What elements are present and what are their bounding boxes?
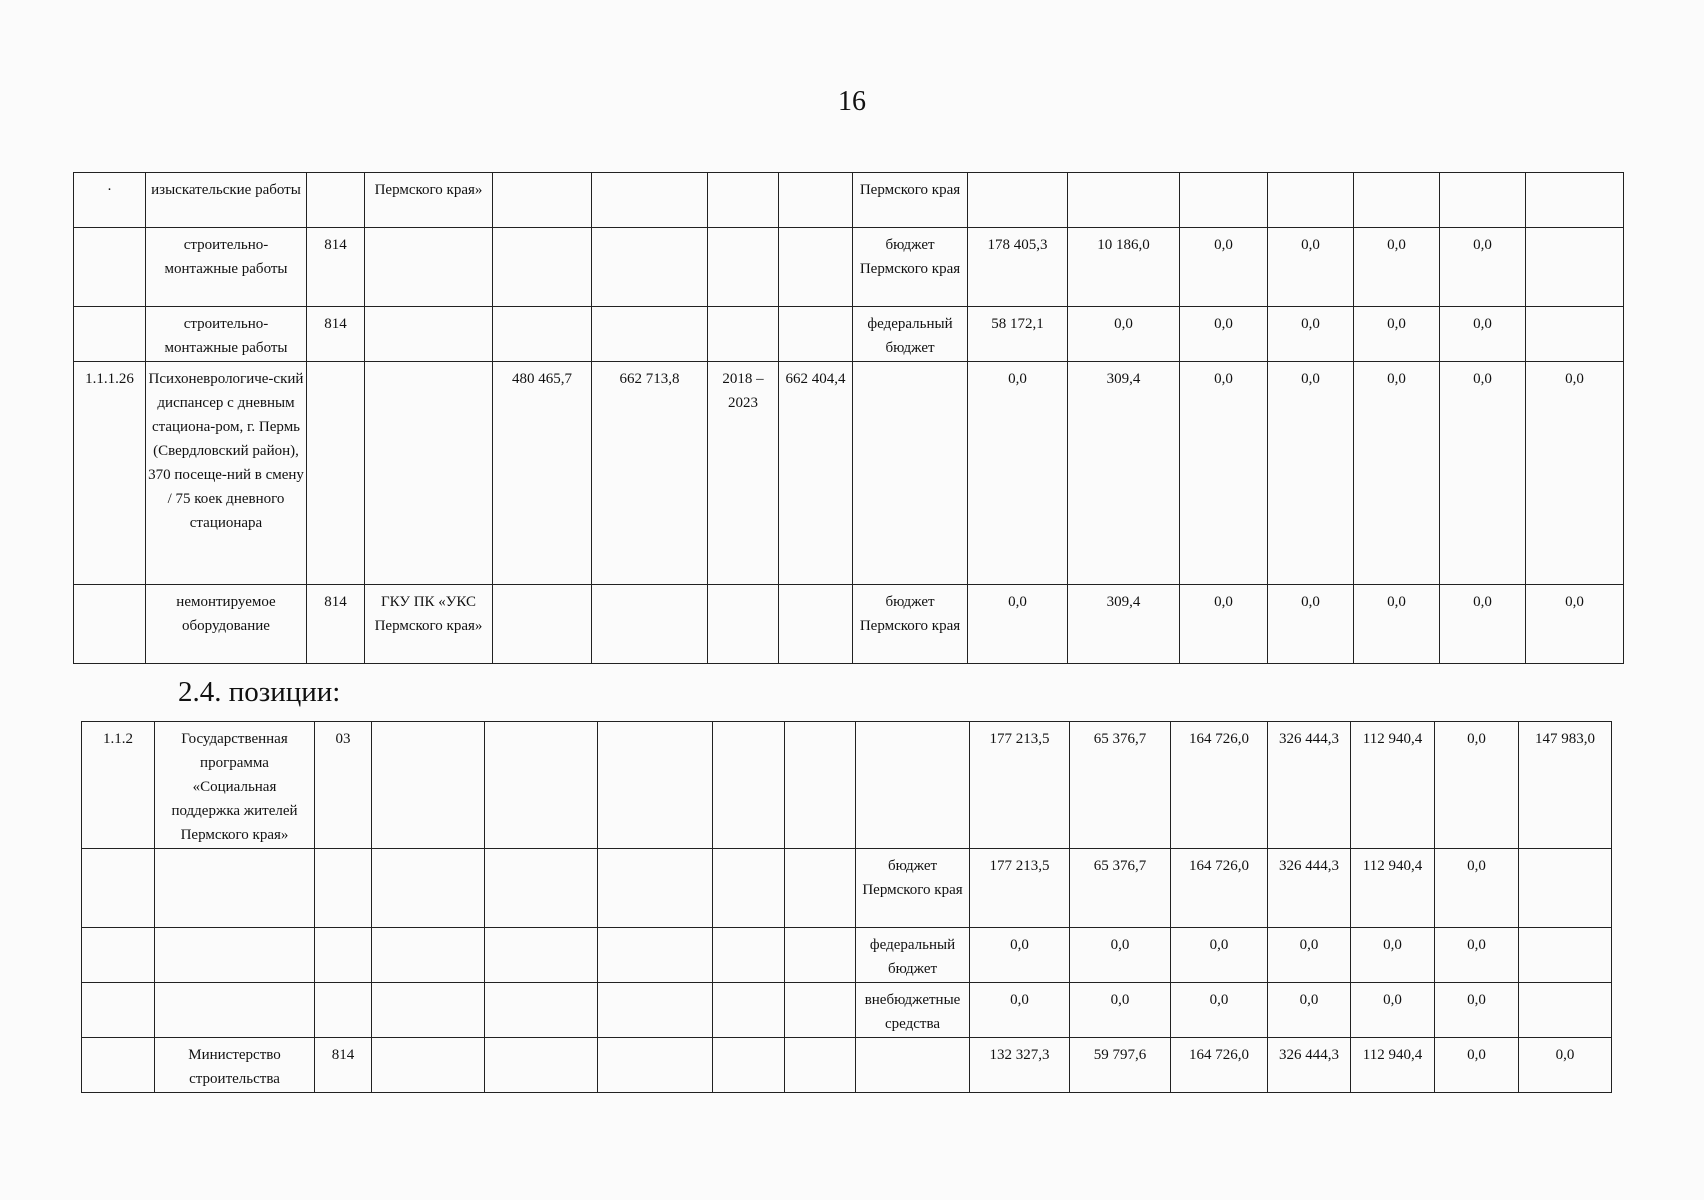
table-cell: 0,0: [1268, 362, 1354, 585]
table-cell: 147 983,0: [1519, 722, 1612, 849]
table-cell: 164 726,0: [1171, 1038, 1268, 1093]
table-cell: [713, 928, 785, 983]
table-cell: 0,0: [970, 983, 1070, 1038]
table-cell: [307, 173, 365, 228]
table-cell: 132 327,3: [970, 1038, 1070, 1093]
table-row: [74, 228, 1624, 307]
table-cell: 0,0: [1440, 307, 1526, 362]
table-cell: [307, 362, 365, 585]
table-cell: 0,0: [968, 362, 1068, 585]
table-cell: строительно-монтажные работы: [146, 228, 307, 307]
table-cell: [853, 362, 968, 585]
table-row: [82, 849, 1612, 928]
table-cell: [785, 928, 856, 983]
table-cell: 1.1.1.26: [74, 362, 146, 585]
table-cell: Пермского края: [853, 173, 968, 228]
table-cell: [968, 173, 1068, 228]
table-cell: 0,0: [1354, 362, 1440, 585]
budget-table-2: [81, 721, 1612, 1093]
table-cell: [74, 228, 146, 307]
table-cell: [779, 585, 853, 664]
table-cell: [485, 722, 598, 849]
table-cell: [779, 307, 853, 362]
table-cell: 0,0: [1268, 983, 1351, 1038]
table-cell: [315, 928, 372, 983]
table-cell: 662 404,4: [779, 362, 853, 585]
table-cell: 0,0: [1354, 585, 1440, 664]
table-cell: 0,0: [1435, 722, 1519, 849]
table-cell: 65 376,7: [1070, 849, 1171, 928]
table-cell: 0,0: [1440, 362, 1526, 585]
table-cell: [372, 928, 485, 983]
table-cell: 326 444,3: [1268, 1038, 1351, 1093]
table-cell: бюджет Пермского края: [853, 585, 968, 664]
table-cell: 0,0: [1070, 983, 1171, 1038]
table-cell: ·: [74, 173, 146, 228]
table-cell: [1068, 173, 1180, 228]
table-cell: [779, 173, 853, 228]
table-cell: 112 940,4: [1351, 1038, 1435, 1093]
table-cell: [785, 849, 856, 928]
table2-body: [82, 722, 1612, 1093]
table-cell: внебюджетные средства: [856, 983, 970, 1038]
table-cell: 309,4: [1068, 362, 1180, 585]
table-cell: бюджет Пермского края: [853, 228, 968, 307]
table-cell: Психоневрологиче-ский диспансер с дневным стациона-ром, г. Пермь (Свердловский район), 370 посеще-ний в смену / 75 коек дневного стационара: [146, 362, 307, 585]
table-cell: [365, 228, 493, 307]
table-cell: [485, 849, 598, 928]
table-cell: 0,0: [1351, 983, 1435, 1038]
table-cell: 58 172,1: [968, 307, 1068, 362]
table-cell: 177 213,5: [970, 722, 1070, 849]
table-cell: 814: [315, 1038, 372, 1093]
table-cell: 0,0: [1068, 307, 1180, 362]
table-cell: ГКУ ПК «УКС Пермского края»: [365, 585, 493, 664]
table-cell: [493, 585, 592, 664]
table-cell: бюджет Пермского края: [856, 849, 970, 928]
table-cell: 177 213,5: [970, 849, 1070, 928]
table-cell: 0,0: [968, 585, 1068, 664]
table-cell: [592, 307, 708, 362]
table-cell: [372, 1038, 485, 1093]
table-cell: 0,0: [1180, 585, 1268, 664]
table-cell: [315, 849, 372, 928]
table-cell: [372, 983, 485, 1038]
table-cell: [74, 307, 146, 362]
table-cell: [1180, 173, 1268, 228]
table-cell: 0,0: [1351, 928, 1435, 983]
table-cell: 814: [307, 307, 365, 362]
table-row: [74, 585, 1624, 664]
table1-body: [74, 173, 1624, 664]
table-cell: Пермского края»: [365, 173, 493, 228]
table-cell: [598, 1038, 713, 1093]
page-number: 16: [838, 86, 866, 117]
table-row: [74, 173, 1624, 228]
table-cell: 0,0: [1070, 928, 1171, 983]
table-cell: [856, 1038, 970, 1093]
table-cell: [1440, 173, 1526, 228]
table-cell: [713, 1038, 785, 1093]
table-cell: 0,0: [1526, 585, 1624, 664]
table-row: [82, 983, 1612, 1038]
table-cell: [315, 983, 372, 1038]
table-cell: 112 940,4: [1351, 722, 1435, 849]
table-cell: 0,0: [1268, 928, 1351, 983]
table-cell: [155, 983, 315, 1038]
table-cell: [785, 983, 856, 1038]
table-cell: [708, 173, 779, 228]
table-cell: [785, 1038, 856, 1093]
table-cell: 2018 – 2023: [708, 362, 779, 585]
table-cell: [598, 983, 713, 1038]
table-cell: [1526, 173, 1624, 228]
table-cell: [485, 928, 598, 983]
table-cell: [713, 983, 785, 1038]
table-cell: [82, 849, 155, 928]
table-cell: Государственная программа «Социальная поддержка жителей Пермского края»: [155, 722, 315, 849]
budget-table-1: [73, 172, 1624, 664]
table-cell: [1354, 173, 1440, 228]
table-cell: [372, 849, 485, 928]
table-cell: изыскательские работы: [146, 173, 307, 228]
table-cell: [493, 228, 592, 307]
table-cell: 0,0: [1435, 983, 1519, 1038]
table-cell: [155, 928, 315, 983]
table-cell: [598, 849, 713, 928]
table-cell: [82, 983, 155, 1038]
table-cell: 814: [307, 585, 365, 664]
table-cell: [493, 173, 592, 228]
table-row: [82, 1038, 1612, 1093]
table-cell: [785, 722, 856, 849]
table-cell: [485, 1038, 598, 1093]
table-cell: [493, 307, 592, 362]
table-cell: 309,4: [1068, 585, 1180, 664]
table-cell: 164 726,0: [1171, 722, 1268, 849]
table-cell: 0,0: [1171, 983, 1268, 1038]
table-cell: [1519, 849, 1612, 928]
table-cell: [708, 307, 779, 362]
table-cell: [1526, 228, 1624, 307]
table-cell: 0,0: [1180, 228, 1268, 307]
table-cell: 164 726,0: [1171, 849, 1268, 928]
table-cell: Министерство строительства: [155, 1038, 315, 1093]
section-heading: 2.4. позиции:: [178, 676, 341, 708]
table-cell: 0,0: [1435, 928, 1519, 983]
table-cell: [598, 722, 713, 849]
table-cell: 112 940,4: [1351, 849, 1435, 928]
table-cell: 662 713,8: [592, 362, 708, 585]
table-cell: [598, 928, 713, 983]
table-cell: [82, 928, 155, 983]
table-row: [82, 722, 1612, 849]
table-cell: [592, 228, 708, 307]
table-cell: 814: [307, 228, 365, 307]
table-cell: [713, 849, 785, 928]
table-cell: федеральный бюджет: [853, 307, 968, 362]
table-cell: [708, 228, 779, 307]
table-cell: 0,0: [1171, 928, 1268, 983]
table-cell: 0,0: [1440, 228, 1526, 307]
table-cell: 0,0: [1354, 307, 1440, 362]
table-cell: [708, 585, 779, 664]
table-cell: [74, 585, 146, 664]
table-cell: 0,0: [1268, 228, 1354, 307]
table-cell: 1.1.2: [82, 722, 155, 849]
table-cell: 326 444,3: [1268, 849, 1351, 928]
table-cell: строительно-монтажные работы: [146, 307, 307, 362]
table-cell: [592, 173, 708, 228]
table-cell: [365, 307, 493, 362]
table-cell: 65 376,7: [1070, 722, 1171, 849]
table-cell: [592, 585, 708, 664]
table-cell: [856, 722, 970, 849]
table-cell: 10 186,0: [1068, 228, 1180, 307]
table-cell: [82, 1038, 155, 1093]
table-cell: 0,0: [1440, 585, 1526, 664]
table-cell: [365, 362, 493, 585]
table-cell: [713, 722, 785, 849]
table-cell: 0,0: [1268, 307, 1354, 362]
table-cell: [1519, 983, 1612, 1038]
table-cell: [1519, 928, 1612, 983]
table-cell: [1268, 173, 1354, 228]
table-cell: [1526, 307, 1624, 362]
table-cell: 03: [315, 722, 372, 849]
table-cell: 0,0: [1354, 228, 1440, 307]
table-cell: 0,0: [1435, 849, 1519, 928]
table-cell: немонтируемое оборудование: [146, 585, 307, 664]
table-cell: 59 797,6: [1070, 1038, 1171, 1093]
table-cell: 0,0: [1268, 585, 1354, 664]
table-cell: 326 444,3: [1268, 722, 1351, 849]
table-cell: 0,0: [1526, 362, 1624, 585]
table-row: [74, 362, 1624, 585]
table-cell: 0,0: [1435, 1038, 1519, 1093]
table-cell: 0,0: [1180, 307, 1268, 362]
table-cell: 480 465,7: [493, 362, 592, 585]
table-row: [74, 307, 1624, 362]
table-cell: [779, 228, 853, 307]
table-cell: 0,0: [970, 928, 1070, 983]
table-cell: 0,0: [1180, 362, 1268, 585]
table-cell: [155, 849, 315, 928]
table-cell: 178 405,3: [968, 228, 1068, 307]
table-cell: 0,0: [1519, 1038, 1612, 1093]
table-cell: [485, 983, 598, 1038]
table-cell: федеральный бюджет: [856, 928, 970, 983]
table-cell: [372, 722, 485, 849]
table-row: [82, 928, 1612, 983]
